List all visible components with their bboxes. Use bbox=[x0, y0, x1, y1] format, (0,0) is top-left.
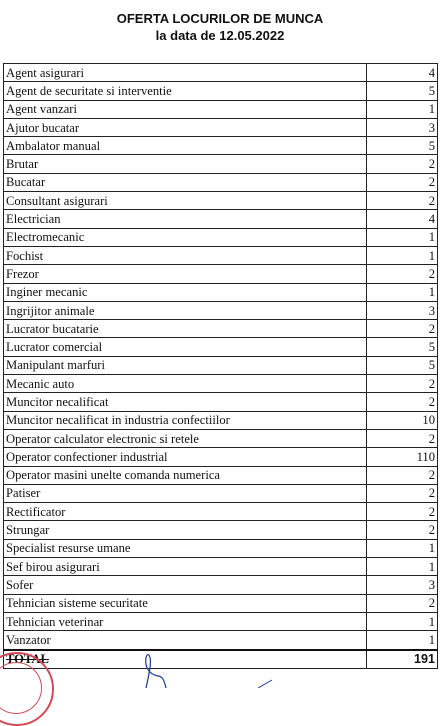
job-count: 2 bbox=[366, 173, 437, 191]
total-count: 191 bbox=[366, 650, 437, 669]
job-count: 2 bbox=[366, 393, 437, 411]
job-title: Inginer mecanic bbox=[4, 283, 367, 301]
job-title: Muncitor necalificat bbox=[4, 393, 367, 411]
job-count: 2 bbox=[366, 466, 437, 484]
job-count: 5 bbox=[366, 137, 437, 155]
job-count: 2 bbox=[366, 484, 437, 502]
job-count: 2 bbox=[366, 320, 437, 338]
job-title: Fochist bbox=[4, 246, 367, 264]
job-title: Vanzator bbox=[4, 631, 367, 650]
job-count: 5 bbox=[366, 82, 437, 100]
job-count: 3 bbox=[366, 301, 437, 319]
job-title: Bucatar bbox=[4, 173, 367, 191]
job-title: Strungar bbox=[4, 521, 367, 539]
job-count: 2 bbox=[366, 429, 437, 447]
job-count: 3 bbox=[366, 118, 437, 136]
job-count: 4 bbox=[366, 64, 437, 82]
job-title: Agent vanzari bbox=[4, 100, 367, 118]
job-title: Consultant asigurari bbox=[4, 192, 367, 210]
job-title: Sef birou asigurari bbox=[4, 558, 367, 576]
job-count: 1 bbox=[366, 539, 437, 557]
job-title: Specialist resurse umane bbox=[4, 539, 367, 557]
job-count: 2 bbox=[366, 155, 437, 173]
job-count: 2 bbox=[366, 192, 437, 210]
document-title: OFERTA LOCURILOR DE MUNCA bbox=[116, 11, 324, 26]
job-title: Tehnician sisteme securitate bbox=[4, 594, 367, 612]
total-label: TOTAL bbox=[4, 650, 367, 669]
job-title: Agent asigurari bbox=[4, 64, 367, 82]
job-count: 2 bbox=[366, 375, 437, 393]
job-title: Frezor bbox=[4, 265, 367, 283]
job-count: 2 bbox=[366, 521, 437, 539]
job-title: Agent de securitate si interventie bbox=[4, 82, 367, 100]
job-title: Brutar bbox=[4, 155, 367, 173]
job-count: 1 bbox=[366, 100, 437, 118]
job-title: Electrician bbox=[4, 210, 367, 228]
job-title: Ajutor bucatar bbox=[4, 118, 367, 136]
job-title: Lucrator bucatarie bbox=[4, 320, 367, 338]
job-title: Manipulant marfuri bbox=[4, 356, 367, 374]
job-count: 2 bbox=[366, 265, 437, 283]
job-count: 1 bbox=[366, 631, 437, 650]
job-title: Lucrator comercial bbox=[4, 338, 367, 356]
job-title: Operator calculator electronic si retele bbox=[4, 429, 367, 447]
job-count: 2 bbox=[366, 594, 437, 612]
job-count: 3 bbox=[366, 576, 437, 594]
job-title: Tehnician veterinar bbox=[4, 612, 367, 630]
job-count: 110 bbox=[366, 448, 437, 466]
job-title: Operator confectioner industrial bbox=[4, 448, 367, 466]
job-title: Mecanic auto bbox=[4, 375, 367, 393]
job-count: 5 bbox=[366, 356, 437, 374]
job-title: Rectificator bbox=[4, 503, 367, 521]
job-count: 1 bbox=[366, 246, 437, 264]
job-count: 4 bbox=[366, 210, 437, 228]
job-count: 1 bbox=[366, 283, 437, 301]
job-count: 1 bbox=[366, 228, 437, 246]
job-count: 1 bbox=[366, 612, 437, 630]
job-title: Ambalator manual bbox=[4, 137, 367, 155]
document-date: la data de 12.05.2022 bbox=[155, 28, 285, 43]
job-title: Electromecanic bbox=[4, 228, 367, 246]
job-count: 10 bbox=[366, 411, 437, 429]
job-count: 2 bbox=[366, 503, 437, 521]
job-title: Ingrijitor animale bbox=[4, 301, 367, 319]
job-count: 5 bbox=[366, 338, 437, 356]
job-title: Sofer bbox=[4, 576, 367, 594]
job-title: Patiser bbox=[4, 484, 367, 502]
job-title: Muncitor necalificat in industria confectiilor bbox=[4, 411, 367, 429]
job-count: 1 bbox=[366, 558, 437, 576]
job-title: Operator masini unelte comanda numerica bbox=[4, 466, 367, 484]
